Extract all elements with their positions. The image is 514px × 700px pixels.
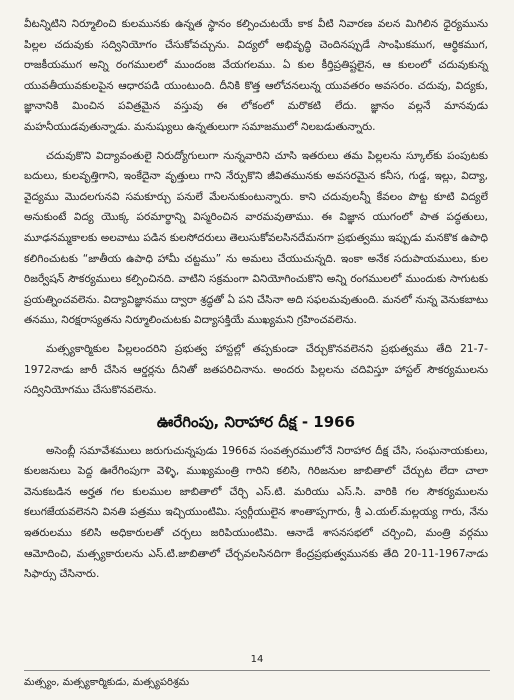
footer-divider xyxy=(24,670,490,671)
body-paragraph-4: అసెంబ్లీ సమావేశములు జరుగుచున్నపుడు 1966వ సంవత్సరములోనే నిరాహార దీక్ష చేసి, సంఘనాయకులు, కులజనులు పెద్ద ఊరేగింపుగా వెళ్ళి, ముఖ్యమంత్రి గారిని కలిసి, గిరిజనుల జాబితాలో చేర్చుట లేదా చాలా వెనుకబడిన అర్హత గల కులముల జాబితాలో చేర్చి ఎస్.టి. మరియు ఎస్.సి. వారికి గల సౌకర్యములను కలుగజేయవలెనని వినతి పత్రము ఇచ్చియుంటిమి. స్వర్గీయులైన శాంతాప్పగారు, శ్రీ ఎ.యల్.మల్లయ్య గారు, నేను ఇతరులము కలిసి అధికారులతో చర్చలు జరిపియుంటిమి. ఆనాడే శాసనసభలో చర్చించి, మంత్రి వర్గము ఆమోదించి, మత్స్యకారులను ఎస్.టి.జాబితాలో చేర్చవలసినదిగా కేంద్రప్రభుత్వమునకు తేది 20-11-1967నాడు సిఫార్సు చేసినారు. xyxy=(24,444,488,581)
body-paragraph-3: మత్స్యకార్మికుల పిల్లలందరిని ప్రభుత్వ హాస్టల్లో తప్పకుండా చేర్చుకొనవలెనని ప్రభుత్వము తేది 21-7-1972నాడు జారీ చేసిన ఆర్డర్లను దీనితో జతపరిచినాను. అందరు పిల్లలను చదివిస్తూ హాస్టల్ సౌకర్యములను సద్వినియోగము చేసుకొనవలెను. xyxy=(24,342,488,397)
body-paragraph-1: వీటన్నిటిని నిర్మూలించి కులమునకు ఉన్నత స్థానం కల్పించుటయే కాక వీటి నివారణ వలన మిగిలిన ధైర్యమును పిల్లల చదువుకు సద్వినియోగం చేసుకోవచ్చును. విద్యలో అభివృద్ధి చెందినప్పుడే సాంఘికముగ, ఆర్థికముగ, రాజకీయముగ అన్ని రంగములలో ముందంజ వేయగలము. ఏ కుల కీర్తిప్రతిష్టలైన, ఆ కులంలో చదువుకున్న యువతీయువకులపైన ఆధారపడి యుంటుంది. దీనికి కొత్త ఆలోచనలున్న యువతరం అవసరం. చదువు, విద్యకు, జ్ఞానానికి మించిన పవిత్రమైన వస్తువు ఈ లోకంలో మరొకటి లేదు. జ్ఞానం వల్లనే మానవుడు మహనీయుడవుతున్నాడు. మనుష్యులు ఉన్నతులుగా సమాజములో నిలబడుతున్నారు. xyxy=(24,18,488,133)
body-paragraph-2: చదువుకొని విద్యావంతులై నిరుద్యోగులుగా నున్నవారిని చూసి ఇతరులు తమ పిల్లలను స్కూల్‌కు పంపుటకు బదులు, కులవృత్తిగాని, ఇంకేదైనా వృత్తులు గాని నేర్పుకొని జీవితమునకు అవసరమైన కనీస, గుడ్డ, ఇల్లు, విద్యా, వైద్యము మొదలగునవి సమకూర్చు పనులే మేలనుకుంటున్నారు. కాని చదువులన్నీ కేవలం పొట్ట కూటి విద్యలే అనుకుంటే విద్య యొక్క పరమార్థాన్ని విస్మరించిన వారమవుతాము. ఈ విజ్ఞాన యుగంలో పాత పద్ధతులు, మూఢనమ్మకాలకు అలవాటు పడిన కులసోదరులు తెలుసుకోవలసినదేమనగా ప్రభుత్వము ఇప్పుడు మనకొక ఉపాధి కలిగించుటకు “జాతీయ ఉపాధి హామీ చట్టము” ను అమలు చేయుచున్నది. ఇంకా అనేక సదుపాయములు, కుల రిజర్వేషన్ సౌకర్యములు కల్పించినది. వాటిని సక్రమంగా వినియోగించుకొని అన్ని రంగములలో ముందుకు సాగుటకు ప్రయత్నించవలెను. విద్యావిజ్ఞానము ద్వారా శ్రద్ధతో ఏ పని చేసినా అది సఫలమవుతుంది. మనలో నున్న వెనుకబాటు తనము, నిరక్షరాస్యతను నిర్మూలించుటకు విద్యాసక్తియే ముఖ్యమని గ్రహించవలెను. xyxy=(24,149,488,327)
page-number: 14 xyxy=(250,654,264,665)
page-footer xyxy=(0,654,514,700)
footer-book-title: మత్స్యం, మత్స్యకార్మికుడు, మత్స్యపరిశ్రమ xyxy=(24,677,190,688)
section-heading: ఊరేగింపు, నిరాహార దీక్ష - 1966 xyxy=(156,412,356,431)
